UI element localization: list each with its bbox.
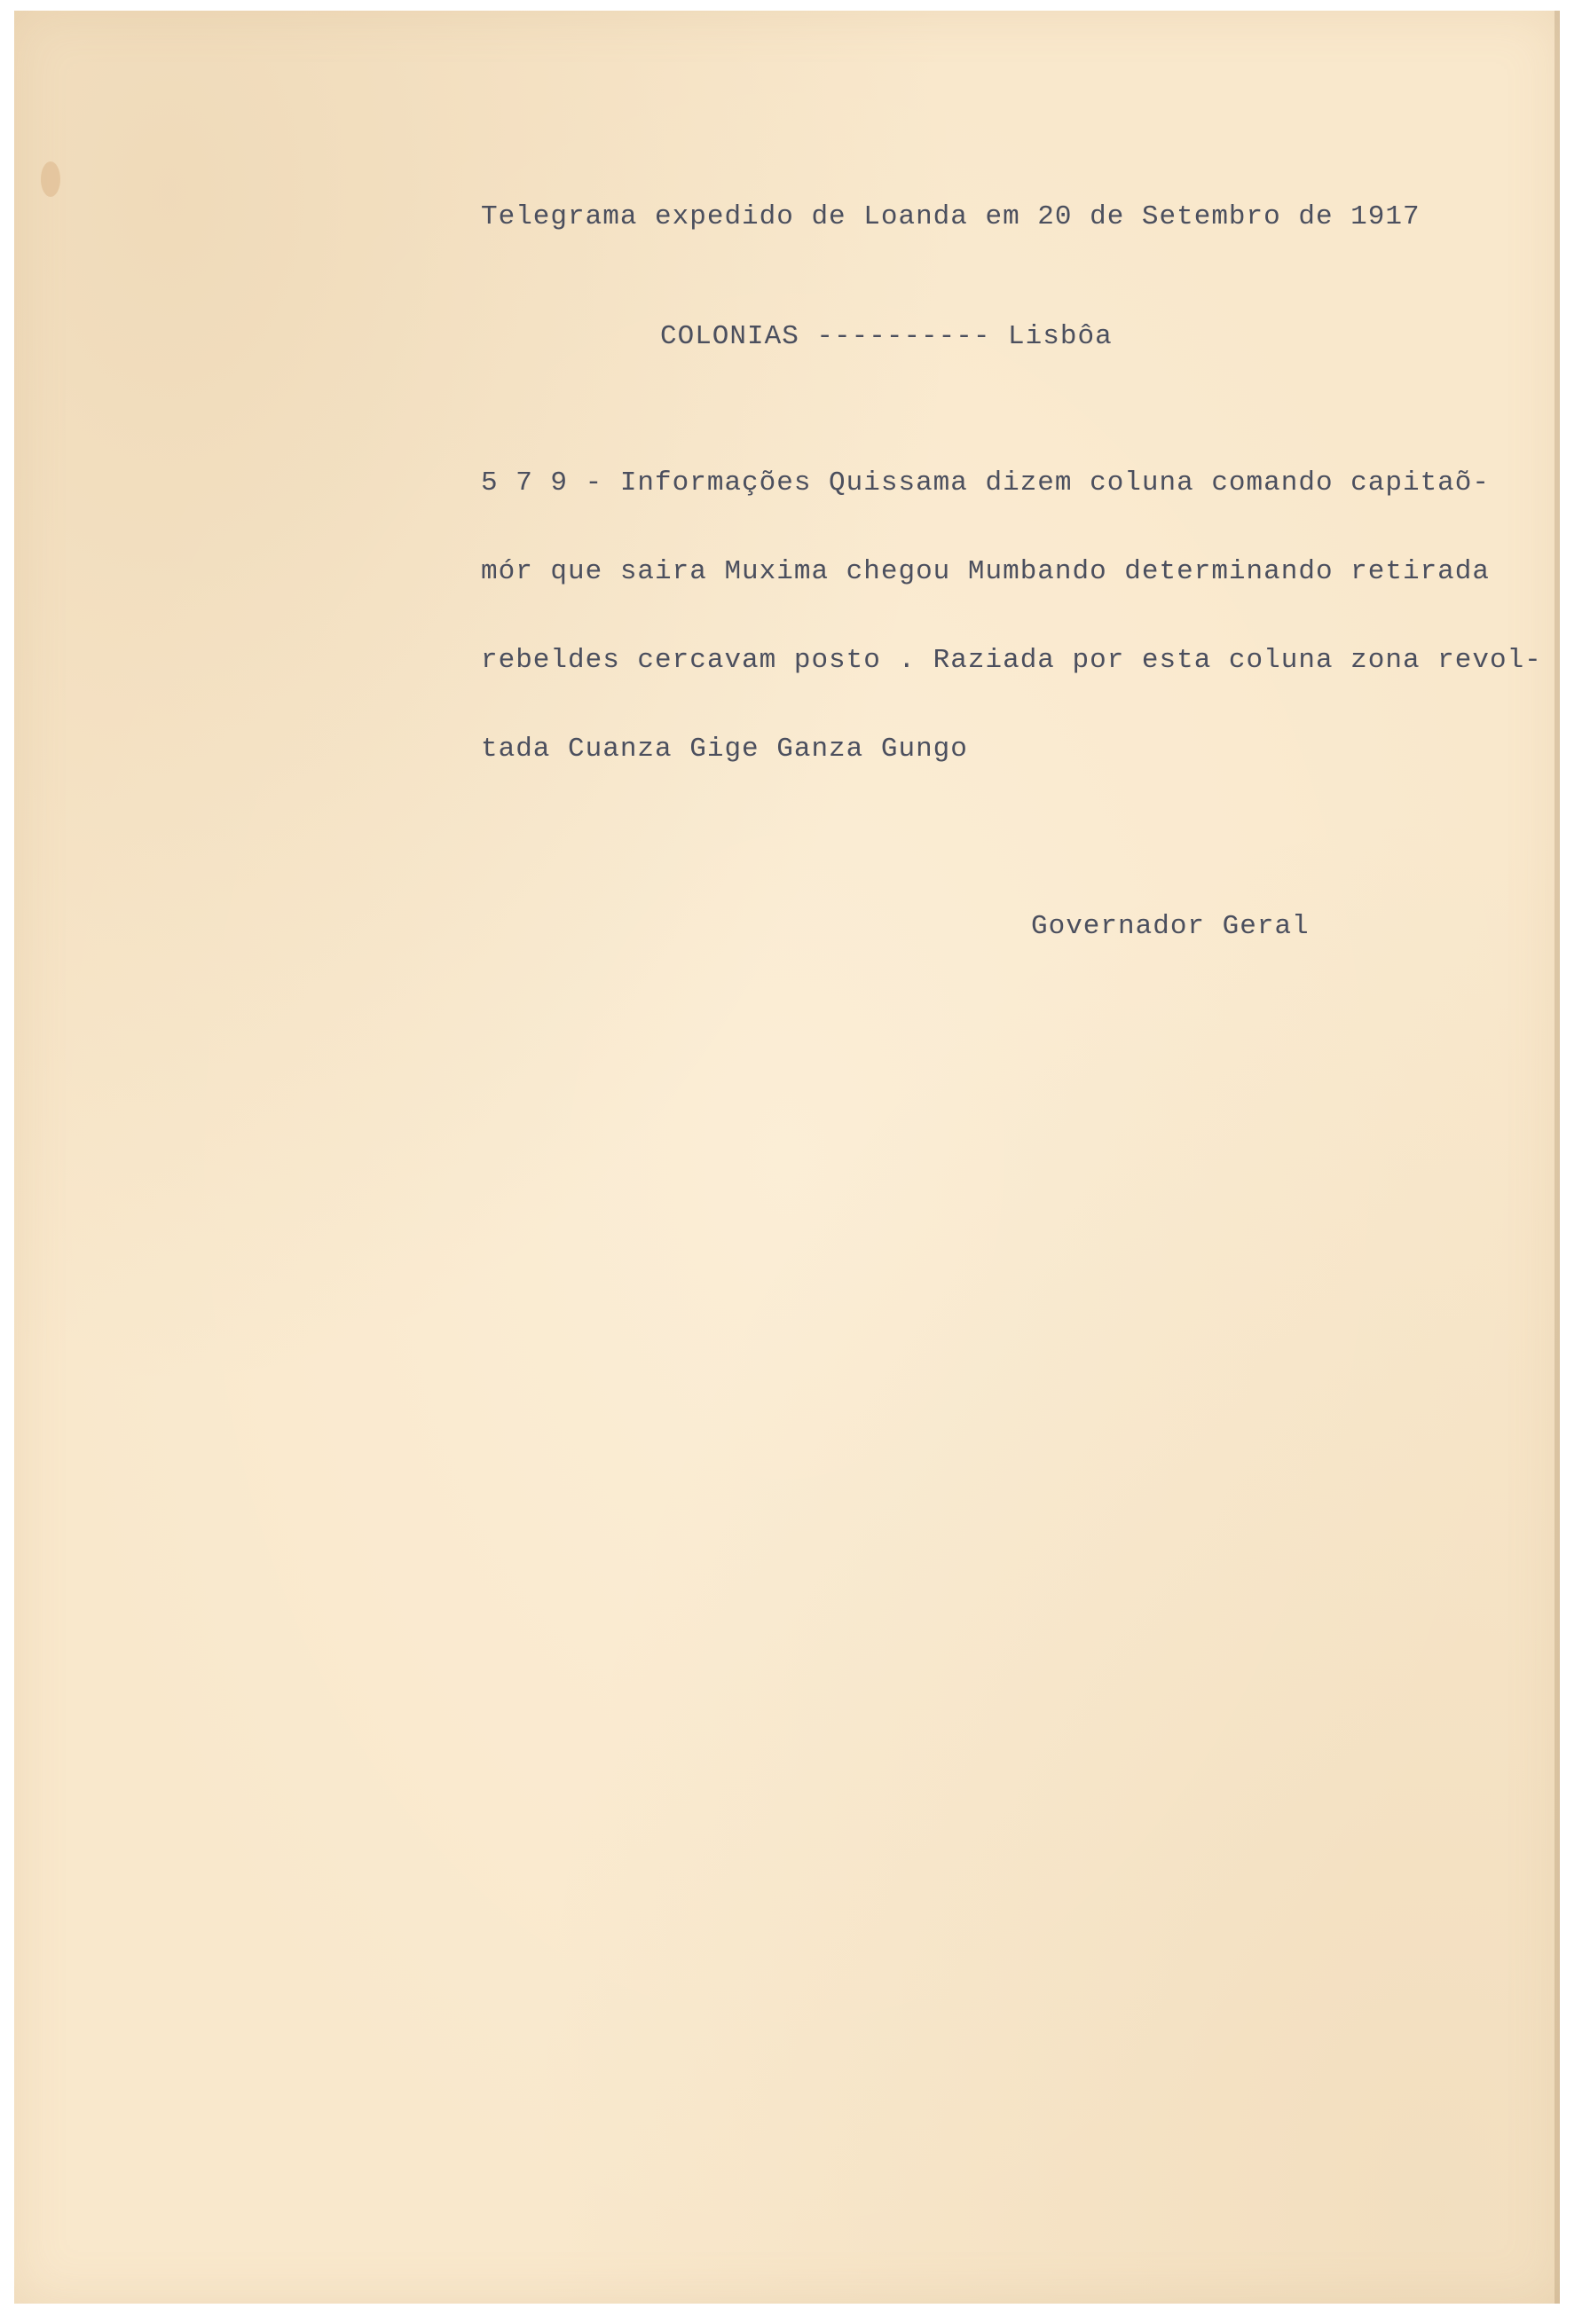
document-page (14, 11, 1560, 2304)
address-line: COLONIAS ---------- Lisbôa (660, 321, 1113, 352)
message-line-3: rebeldes cercavam posto . Raziada por esta coluna zona revol- (481, 645, 1542, 676)
paper-stain (41, 161, 60, 197)
signature: Governador Geral (1031, 911, 1310, 942)
page-edge-shadow (1555, 11, 1560, 2304)
message-line-2: mór que saira Muxima chegou Mumbando determinando retirada (481, 556, 1490, 587)
message-line-1: 5 7 9 - Informações Quissama dizem coluna comando capitaõ- (481, 467, 1490, 499)
telegram-header: Telegrama expedido de Loanda em 20 de Setembro de 1917 (481, 201, 1421, 232)
message-line-4: tada Cuanza Gige Ganza Gungo (481, 734, 968, 765)
